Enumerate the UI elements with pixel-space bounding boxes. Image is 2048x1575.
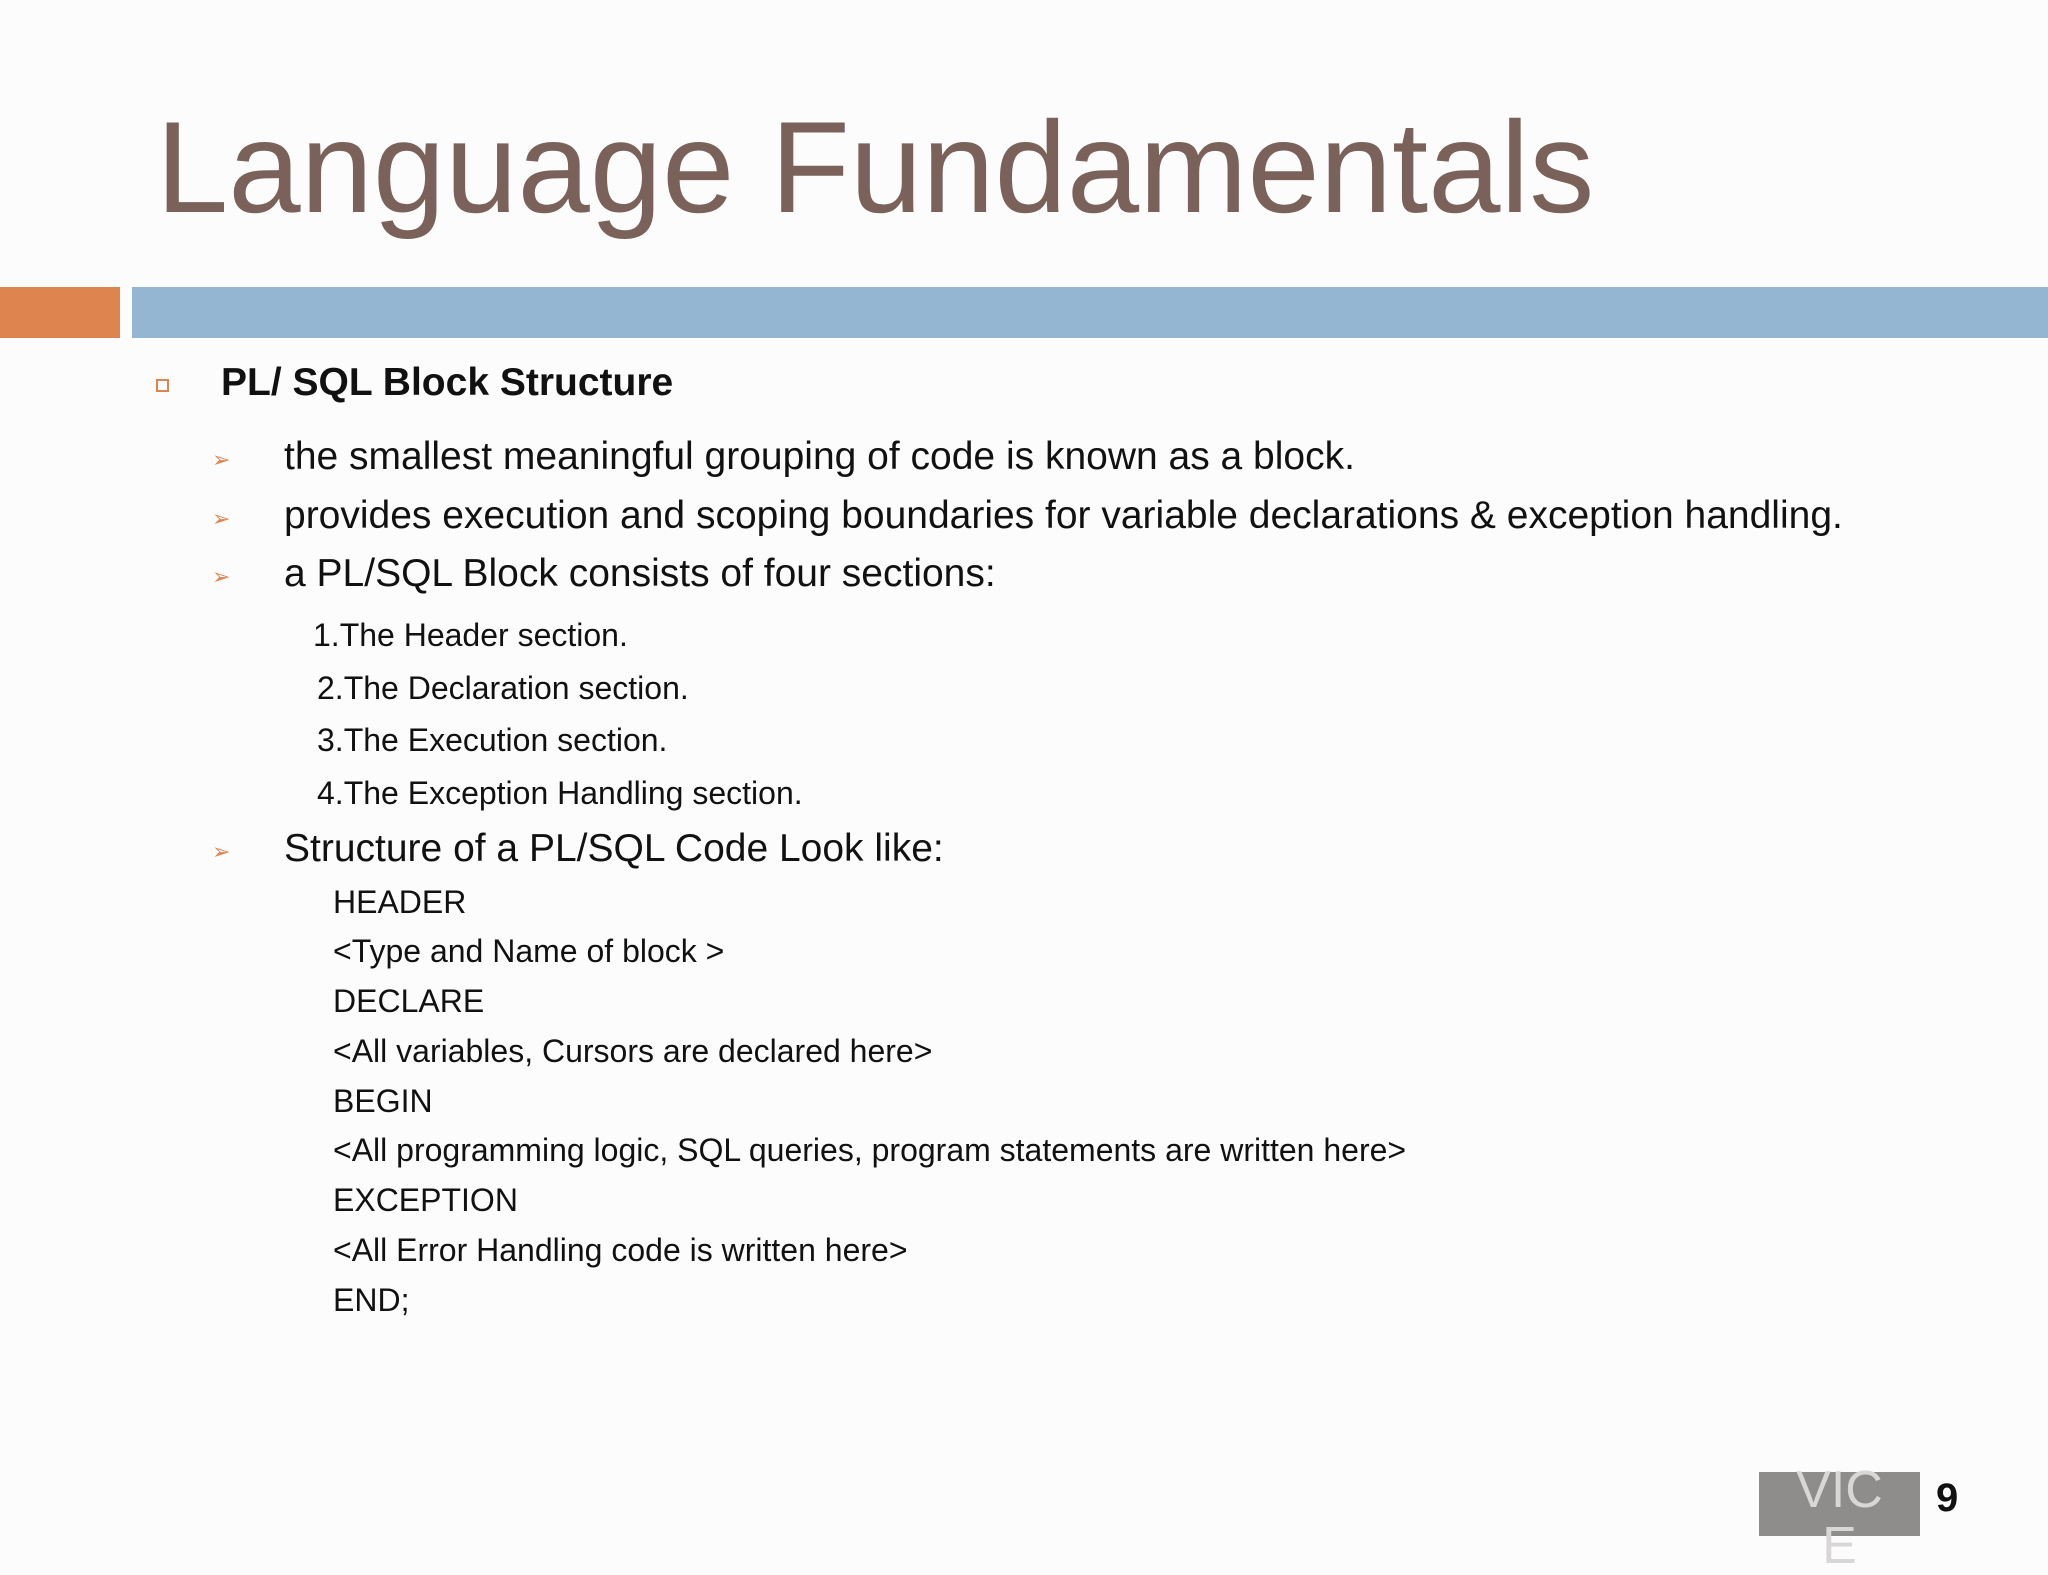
section-list-item: 4.The Exception Handling section. [317, 775, 803, 811]
bullet-text: Structure of a PL/SQL Code Look like: [284, 827, 944, 870]
arrowhead-icon: ➢ [212, 564, 231, 589]
footer-logo [1759, 1461, 1920, 1575]
bullet-text: provides execution and scoping boundaries for variable declarations & exception handling. [284, 494, 1843, 537]
bullet-item [212, 432, 1355, 482]
section-list-item: 3.The Execution section. [317, 722, 668, 758]
code-line: EXCEPTION [333, 1182, 518, 1218]
section-list-item: 1.The Header section. [313, 617, 628, 653]
arrowhead-icon: ➢ [212, 839, 231, 864]
page-number: 9 [1936, 1476, 1959, 1520]
code-line: DECLARE [333, 983, 485, 1019]
hollow-square-icon [156, 379, 169, 392]
bullet-item [212, 824, 944, 874]
heading-item [156, 360, 673, 406]
code-line: <All variables, Cursors are declared here> [333, 1033, 933, 1069]
code-line: BEGIN [333, 1083, 433, 1119]
bullet-text: a PL/SQL Block consists of four sections: [284, 552, 996, 595]
code-line: <Type and Name of block > [333, 933, 725, 969]
bullet-item [212, 491, 1843, 541]
code-line: <All Error Handling code is written here> [333, 1232, 908, 1268]
arrowhead-icon: ➢ [212, 447, 231, 472]
section-heading: PL/ SQL Block Structure [221, 361, 674, 404]
slide-title: Language Fundamentals [156, 94, 1595, 240]
section-list-item: 2.The Declaration section. [317, 670, 689, 706]
code-line: HEADER [333, 884, 467, 920]
blue-title-rule [132, 287, 2048, 338]
orange-accent-bar [0, 287, 120, 338]
bullet-item [212, 549, 996, 599]
bullet-text: the smallest meaningful grouping of code is known as a block. [284, 435, 1355, 478]
code-line: <All programming logic, SQL queries, program statements are written here> [333, 1132, 1407, 1168]
arrowhead-icon: ➢ [212, 506, 231, 531]
footer-logo-text: VIC E [1796, 1461, 1883, 1575]
code-line: END; [333, 1282, 410, 1318]
